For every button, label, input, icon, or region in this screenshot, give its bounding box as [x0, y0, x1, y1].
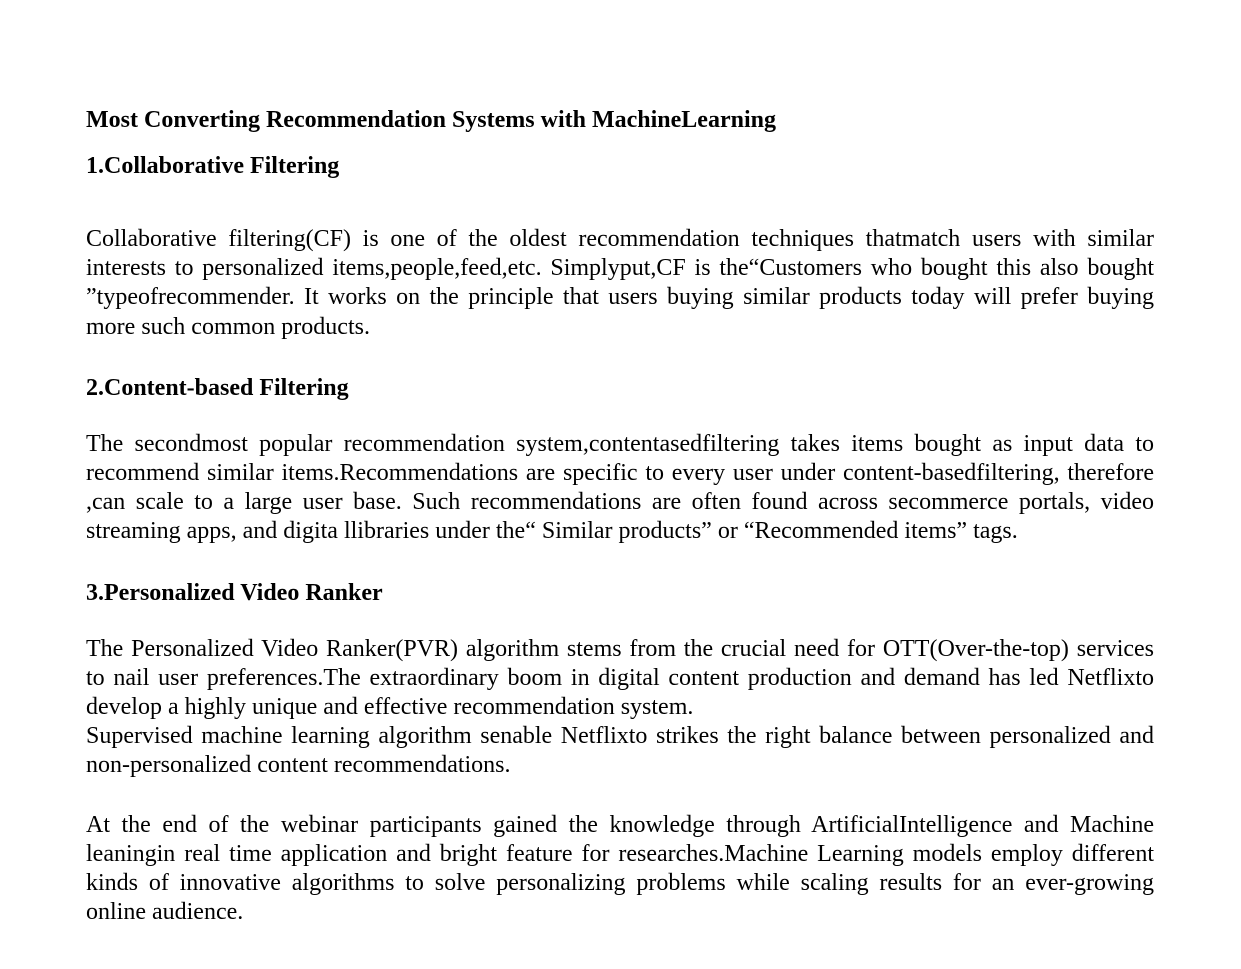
section-heading-content-based-filtering: 2.Content-based Filtering — [86, 374, 349, 401]
paragraph-supervised-learning: Supervised machine learning algorithm senable Netflixto strikes the right balance between personalized and non-personalized content recommendations. — [86, 723, 1154, 779]
paragraph-content-based-filtering: The secondmost popular recommendation system,contentasedfiltering takes items bought as input data to recommend similar items.Recommendations are specific to every user under content-basedfiltering, therefore ,can scale to a large user base. Such recommendations are often found across secommerce portals, video streaming apps, and digita llibraries under the“ Similar products” or “Recommended items” tags. — [86, 430, 1154, 545]
paragraph-conclusion: At the end of the webinar participants gained the knowledge through ArtificialIntelligence and Machine leaningin real time application and bright feature for researches.Machine Learning models employ different kinds of innovative algorithms to solve personalizing problems while scaling results for an ever-growing online audience. — [86, 811, 1154, 926]
paragraph-collaborative-filtering: Collaborative filtering(CF) is one of the oldest recommendation techniques thatmatch users with similar interests to personalized items,people,feed,etc. Simplyput,CF is the“Customers who bought this also bought ”typeofrecommender. It works on the principle that users buying similar products today will prefer buying more such common products. — [86, 226, 1154, 340]
document-page — [86, 104, 1154, 927]
section-heading-collaborative-filtering: 1.Collaborative Filtering — [86, 153, 340, 179]
paragraph-personalized-video-ranker: The Personalized Video Ranker(PVR) algorithm stems from the crucial need for OTT(Over-the-top) services to nail user preferences.The extraordinary boom in digital content production and demand has led Netflixto develop a highly unique and effective recommendation system. — [86, 635, 1154, 721]
section-heading-personalized-video-ranker: 3.Personalized Video Ranker — [86, 579, 383, 606]
document-title: Most Converting Recommendation Systems with MachineLearning — [86, 107, 776, 133]
